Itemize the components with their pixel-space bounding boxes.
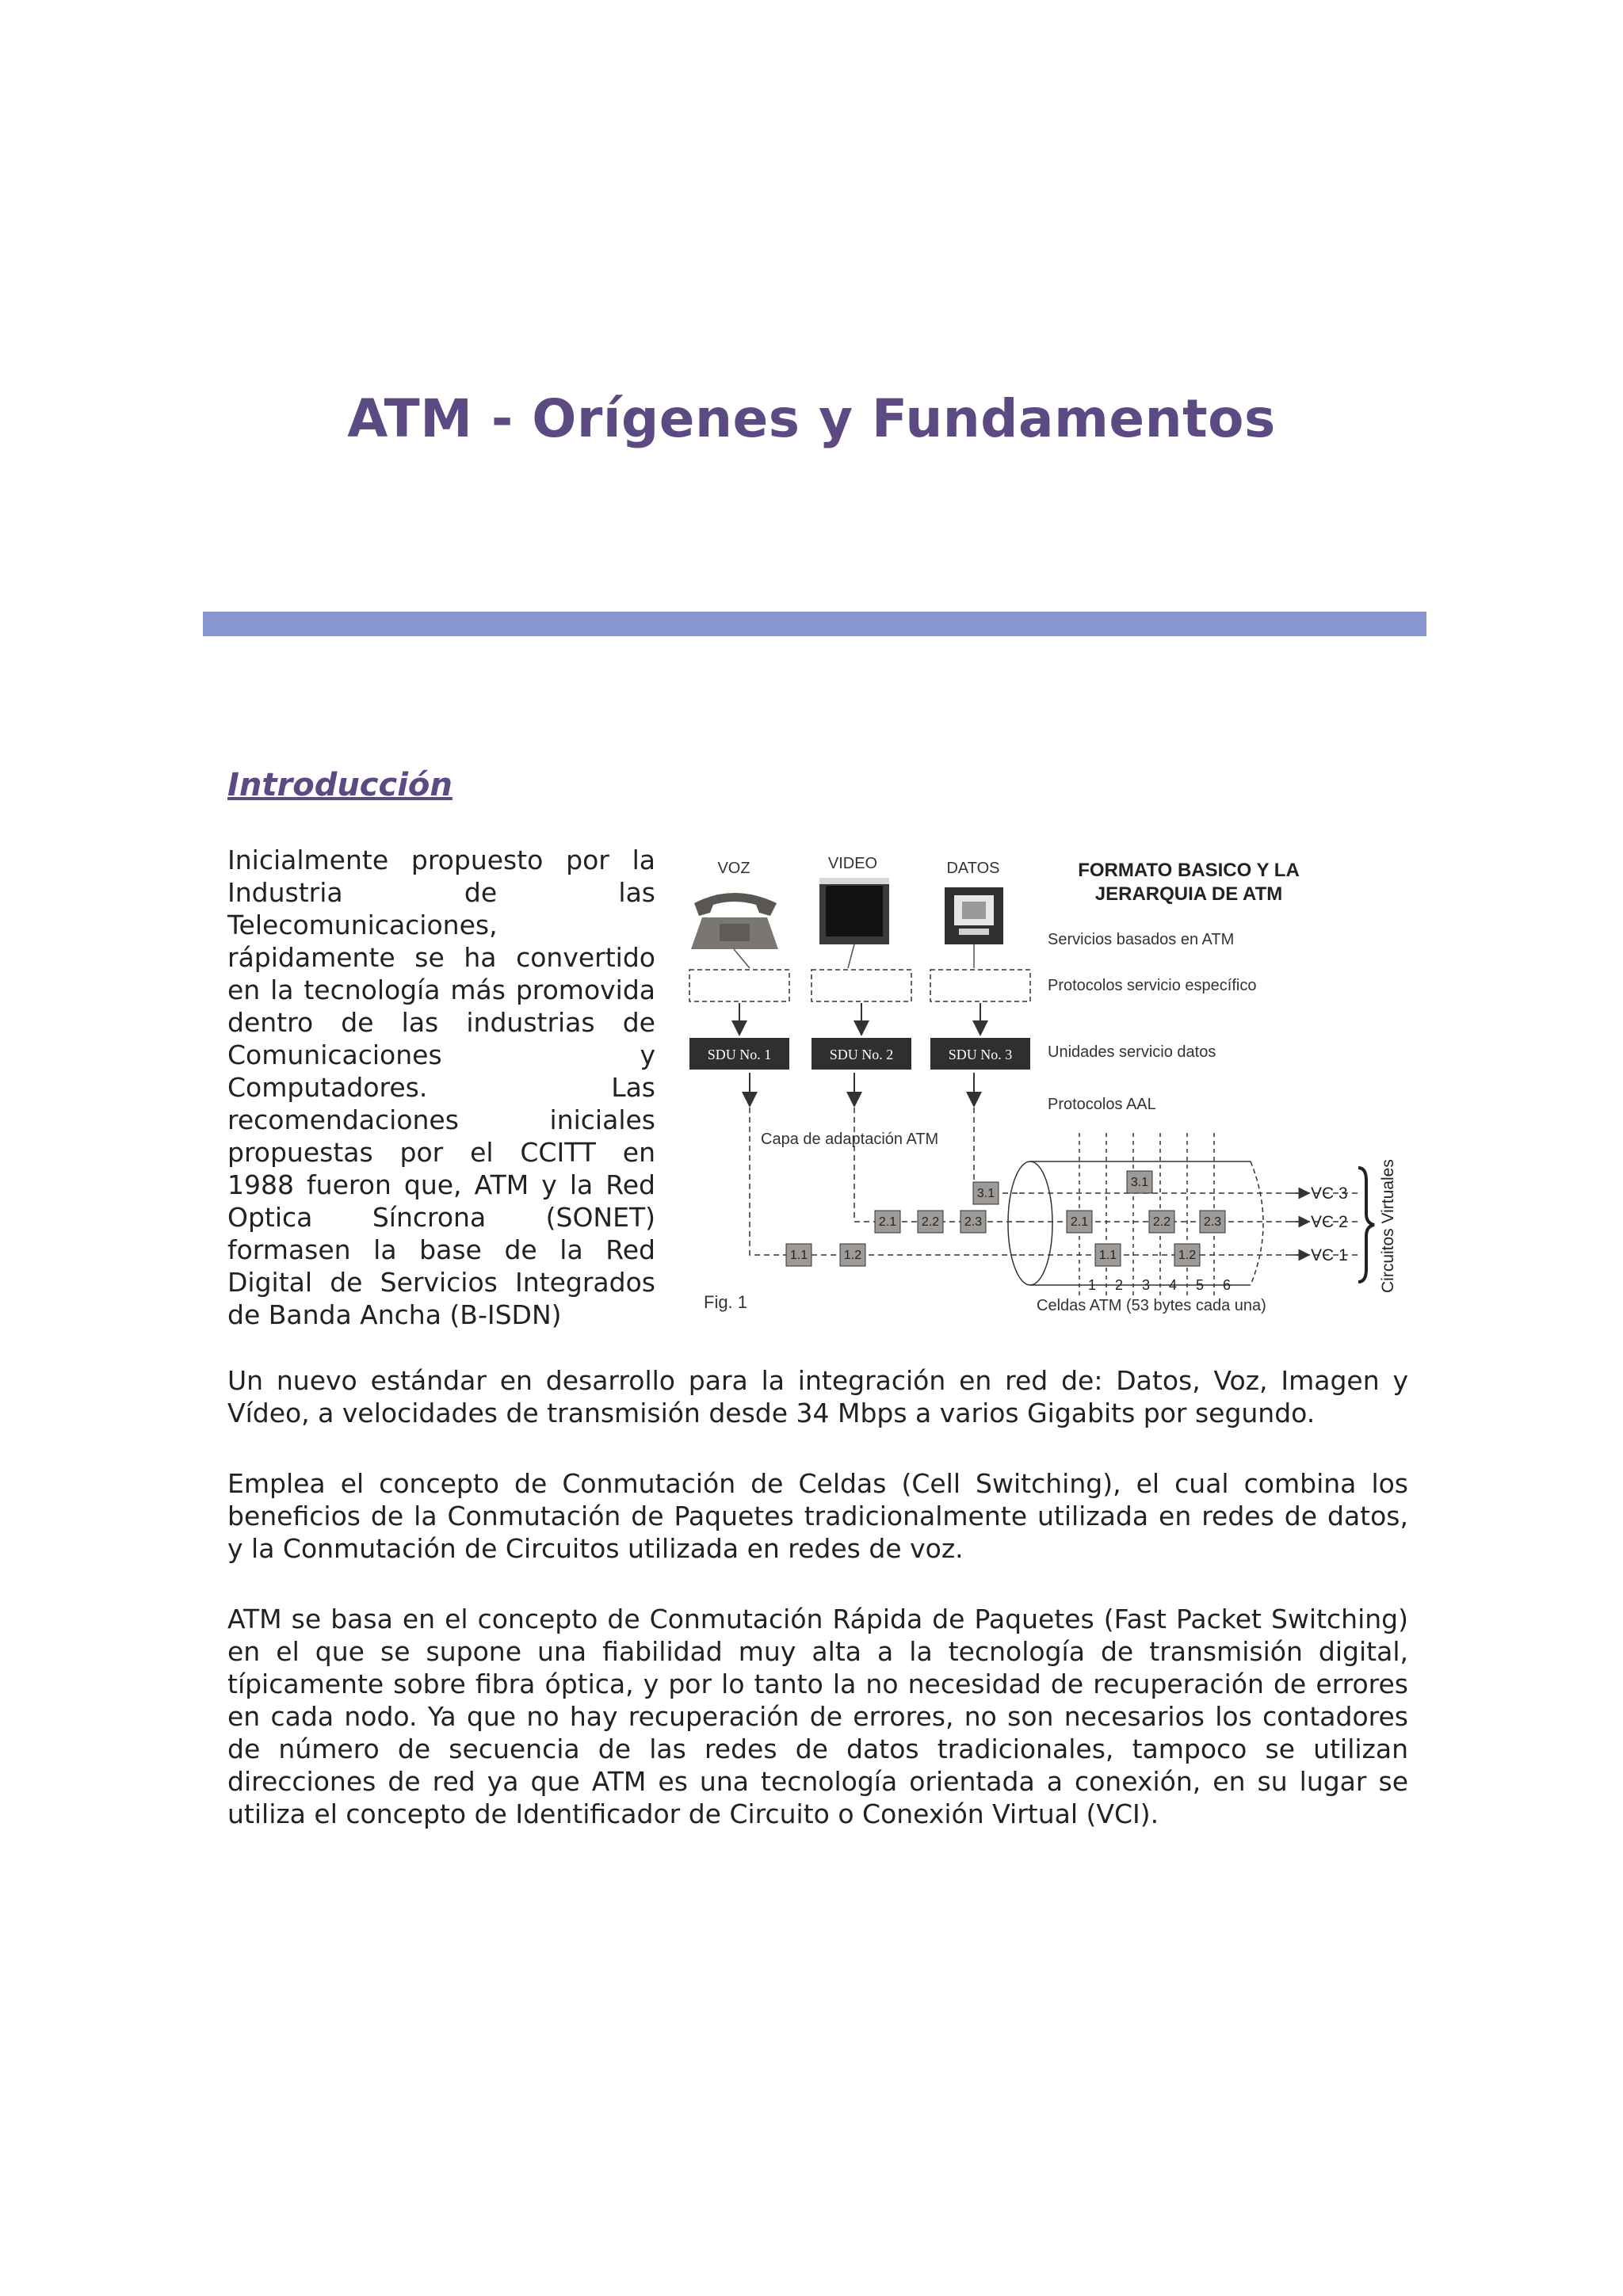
sdu-box-2 — [812, 1038, 911, 1070]
cell-boundaries — [1079, 1133, 1214, 1298]
sdu-box-1 — [689, 1038, 789, 1070]
sdu-label-3: SDU No. 3 — [948, 1047, 1013, 1062]
cell-label-2-2-b: 2.2 — [1152, 1215, 1171, 1229]
service-box-3 — [930, 970, 1030, 1001]
vc-arrows — [1290, 1193, 1304, 1255]
vc-label-2: VC 2 — [1311, 1213, 1348, 1231]
cells-in-pipe — [1067, 1171, 1225, 1266]
cell-number-3: 3 — [1141, 1277, 1151, 1293]
cell-number-6: 6 — [1222, 1277, 1232, 1293]
section-heading: Introducción — [227, 767, 453, 803]
computer-icon — [945, 887, 1003, 944]
figure-title-line1: FORMATO BASICO Y LA — [1078, 860, 1300, 881]
service-box-1 — [689, 970, 789, 1001]
body-paragraph-1: Un nuevo estándar en desarrollo para la integración en red de: Datos, Voz, Imagen y Vídeo, a velocidades de transmisión desde 34 Mbps a varios Gigabits por segundo. — [227, 1365, 1408, 1428]
service-protocol-boxes — [689, 970, 1030, 1001]
cell-number-5: 5 — [1195, 1277, 1205, 1293]
body-paragraph-3: ATM se basa en el concepto de Conmutación Rápida de Paquetes (Fast Packet Switching) en el que se supone una fiabilidad muy alta a la tecnología de transmisión digital, típicamente sobre fibra óptica, y por lo tanto la no necesidad de recuperación de errores en cada nodo. Ya que no hay recuperación de errores, no son necesarios los contadores de número de secuencia de las redes de datos tradicionales, tampoco se utilizan direcciones de red ya que ATM es una tecnología orientada a conexión, en su lugar se utiliza el concepto de Identificador de Circuito o Conexión Virtual (VCI). — [227, 1604, 1408, 1829]
vc-label-3: VC 3 — [1311, 1184, 1348, 1203]
sdu-box-3 — [930, 1038, 1030, 1070]
cells-caption: Celdas ATM (53 bytes cada una) — [1037, 1297, 1266, 1314]
title-divider — [203, 612, 1426, 636]
cell-number-1: 1 — [1087, 1277, 1097, 1293]
aal-label: Capa de adaptación ATM — [761, 1131, 939, 1148]
figure-title-line2: JERARQUIA DE ATM — [1094, 883, 1283, 905]
video-monitor-icon — [819, 878, 889, 944]
layer-label-sdu: Unidades servicio datos — [1048, 1043, 1216, 1061]
intro-paragraph: Inicialmente propuesto por la Industria de las Telecomunicaciones, rápidamente se ha convertido en la tecnología más promovida dentro de las industrias de Comunicaciones y Computadores. Las recomendaciones iniciales propuestas por el CCITT en 1988 fueron que, ATM y la Red Optica Síncrona (SONET) formasen la base de la Red Digital de Servicios Integrados de Banda Ancha (B-ISDN) — [227, 845, 655, 1330]
arrows-to-sdu — [739, 1003, 980, 1028]
atm-diagram — [672, 841, 1409, 1326]
source-label-video: VIDEO — [827, 855, 878, 872]
vc-label-1: VC 1 — [1311, 1246, 1348, 1264]
source-label-datos: DATOS — [946, 860, 1000, 877]
cell-number-4: 4 — [1168, 1277, 1178, 1293]
telephone-icon — [691, 893, 778, 949]
cell-label-1-1-a: 1.1 — [789, 1249, 808, 1262]
layer-label-aal: Protocolos AAL — [1048, 1096, 1156, 1113]
cells-entering — [786, 1182, 999, 1266]
cell-label-3-1-b: 3.1 — [1130, 1176, 1149, 1189]
cell-label-2-3-b: 2.3 — [1203, 1215, 1222, 1229]
cell-label-3-1-a: 3.1 — [976, 1187, 995, 1200]
sdu-label-1: SDU No. 1 — [707, 1047, 772, 1062]
layer-label-services: Servicios basados en ATM — [1048, 931, 1235, 948]
cell-label-1-2-b: 1.2 — [1178, 1249, 1197, 1262]
cell-number-2: 2 — [1114, 1277, 1124, 1293]
cell-label-2-1-a: 2.1 — [878, 1215, 897, 1229]
vc-group-label: Circuitos Virtuales — [1379, 1159, 1397, 1293]
cell-label-2-3-a: 2.3 — [964, 1215, 983, 1229]
page-title: ATM - Orígenes y Fundamentos — [347, 388, 1276, 449]
vc-brace — [1358, 1168, 1374, 1282]
cell-label-1-2-a: 1.2 — [843, 1249, 862, 1262]
atm-hierarchy-figure — [672, 841, 1409, 1326]
sdu-label-2: SDU No. 2 — [829, 1047, 894, 1062]
body-paragraph-2: Emplea el concepto de Conmutación de Celdas (Cell Switching), el cual combina los beneficios de la Conmutación de Paquetes tradicionalmente utilizada en redes de datos, y la Conmutación de Circuitos utilizada en redes de voz. — [227, 1468, 1408, 1564]
source-label-voz: VOZ — [717, 860, 750, 877]
layer-label-protocols: Protocolos servicio específico — [1048, 977, 1257, 994]
cell-label-1-1-b: 1.1 — [1098, 1249, 1117, 1262]
cell-label-2-2-a: 2.2 — [921, 1215, 940, 1229]
service-box-2 — [812, 970, 911, 1001]
figure-caption: Fig. 1 — [704, 1292, 748, 1312]
cell-flow-lines — [750, 1108, 1361, 1255]
cell-label-2-1-b: 2.1 — [1070, 1215, 1089, 1229]
arrows-below-sdu — [750, 1073, 974, 1100]
